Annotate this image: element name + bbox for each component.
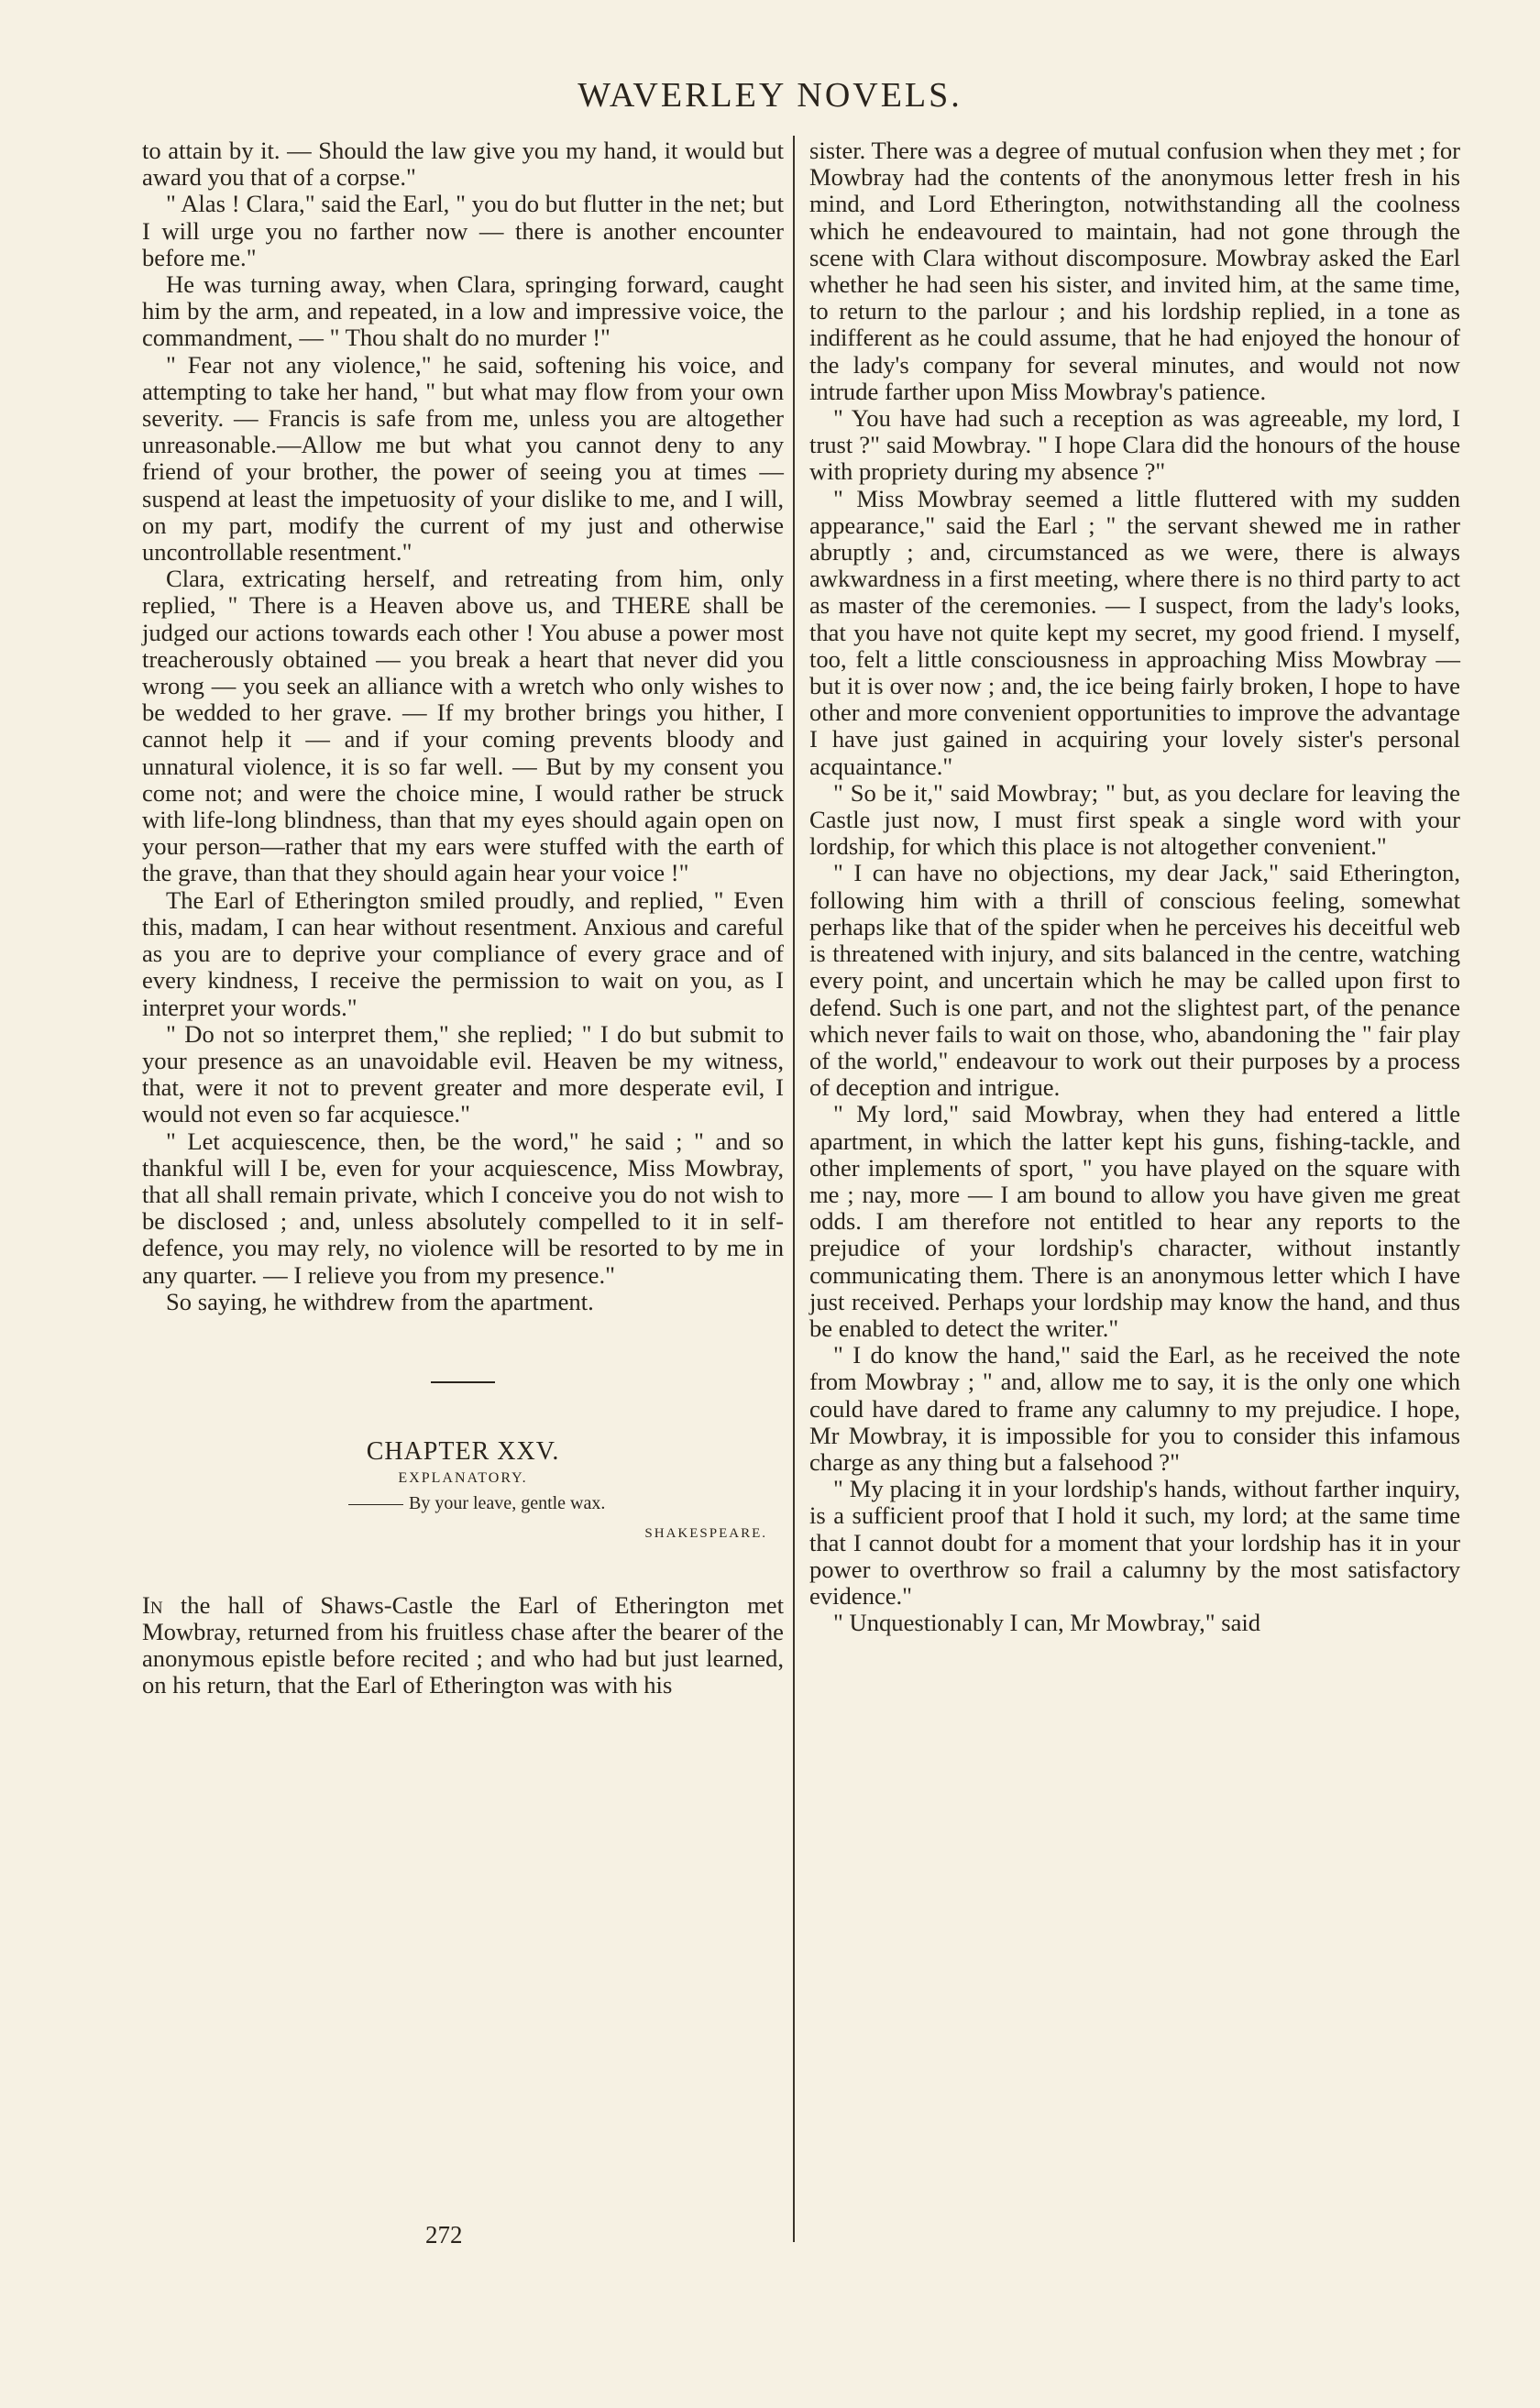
page-number: 272 <box>425 2221 463 2249</box>
opening-text: the hall of Shaws-Castle the Earl of Etherington met Mowbray, returned from his fruitless chase after the bearer of the anonymous epistle before recited ; and who had but just learned, on his return, that the Earl of Etherington was with his <box>142 1590 784 1699</box>
paragraph: " Do not so interpret them," she replied; " I do but submit to your presence as an unavoidable evil. Heaven be my witness, that, were it not to prevent greater and more desperate evil, I would not even so far acquiesce." <box>142 1019 784 1128</box>
paragraph: " Let acquiescence, then, be the word," he said ; " and so thankful will I be, even for your acquiescence, Miss Mowbray, that all shall remain private, which I conceive you do not wish to be disclosed ; and, unless absolutely compelled to it in self-defence, you may rely, no violence will be resorted to by me in any quarter. — I relieve you from my presence." <box>142 1127 784 1289</box>
opening-word: In <box>142 1590 163 1619</box>
paragraph: " My lord," said Mowbray, when they had entered a little apartment, in which the latter kept his guns, fishing-tackle, and other implements of sport, " you have played on the square with me ; nay, more — I am bound to allow you have given me great odds. I am therefore not entitled to hear any reports to the prejudice of your lordship's character, without instantly communicating them. There is an anonymous letter which I have just received. Perhaps your lordship may know the hand, and thus be enabled to detect the writer." <box>809 1100 1460 1342</box>
paragraph: So saying, he withdrew from the apartment. <box>166 1287 594 1315</box>
chapter-motto <box>348 1491 784 1515</box>
running-header: WAVERLEY NOVELS. <box>578 76 962 115</box>
motto-attribution: SHAKESPEARE. <box>644 1526 767 1542</box>
motto-dash <box>348 1504 403 1505</box>
paragraph: Clara, extricating herself, and retreating from him, only replied, " There is a Heaven above us, and THERE shall be judged our actions towards each other ! You abuse a power most treacherously obtained — you break a heart that never did you wrong — you seek an alliance with a wretch who only wishes to be wedded to her grave. — If my brother brings you hither, I cannot help it — and if your coming prevents bloody and unnatural violence, it is so far well. — But by my consent you come not; and were the choice mine, I would rather be struck with life-long blindness, than that my eyes should again open on your person—rather that my ears were stuffed with the earth of the grave, than that they should again hear your voice !" <box>142 565 784 887</box>
paragraph: " I do know the hand," said the Earl, as he received the note from Mowbray ; " and, allow me to say, it is the only one which could have dared to frame any calumny to my prejudice. I hope, Mr Mowbray, it is impossible for you to consider this infamous charge as any thing but a falsehood ?" <box>809 1341 1460 1476</box>
paragraph: " Miss Mowbray seemed a little fluttered with my sudden appearance," said the Earl ; " the servant shewed me in rather abruptly ; and, circumstanced as we were, there is always awkwardness in a first meeting, where there is no third party to act as master of the ceremonies. — I suspect, from the lady's looks, that you have not quite kept my secret, my good friend. I myself, too, felt a little consciousness in approaching Miss Mowbray — but it is over now ; and, the ice being fairly broken, I hope to have other and more convenient opportunities to improve the advantage I have just gained in acquiring your lovely sister's personal acquaintance." <box>809 484 1460 780</box>
right-column <box>809 137 1460 1636</box>
motto-text: By your leave, gentle wax. <box>409 1493 606 1514</box>
paragraph: " Alas ! Clara," said the Earl, " you do but flutter in the net; but I will urge you no farther now — there is another encounter before me." <box>142 190 784 271</box>
paragraph: " My placing it in your lordship's hands, without farther inquiry, is a sufficient proof that I hold it such, my lord; at the same time that I cannot doubt for a moment that your lordship has it in your power to overthrow so frail a calumny by the most satisfactory evidence." <box>809 1475 1460 1610</box>
left-column <box>142 137 784 1699</box>
paragraph: " I can have no objections, my dear Jack," said Etherington, following him with a thrill of conscious feeling, somewhat perhaps like that of the spider when he perceives his deceitful web is threatened with injury, and sits balanced in the centre, watching every point, and uncertain which he may be called upon first to defend. Such is one part, and not the slightest part, of the penance which never fails to wait on those, who, abandoning the " fair play of the world," endeavour to work out their purposes by a process of deception and intrigue. <box>809 859 1460 1102</box>
chapter-title: CHAPTER XXV. <box>366 1436 560 1466</box>
chapter-subtitle: EXPLANATORY. <box>398 1470 528 1487</box>
paragraph: to attain by it. — Should the law give you my hand, it would but award you that of a corpse." <box>142 137 784 192</box>
paragraph: " Fear not any violence," he said, softening his voice, and attempting to take her hand, " but what may flow from your own severity. — Francis is safe from me, unless you are altogether unreasonable.—Allow me but what you cannot deny to any friend of your brother, the power of seeing you at times — suspend at least the impetuosity of your dislike to me, and I will, on my part, modify the current of my just and otherwise uncontrollable resentment." <box>142 350 784 566</box>
paragraph: " So be it," said Mowbray; " but, as you declare for leaving the Castle just now, I must first speak a single word with your lordship, for which this place is not altogether convenient." <box>809 778 1460 861</box>
paragraph: " You have had such a reception as was agreeable, my lord, I trust ?" said Mowbray. " I hope Clara did the honours of the house with propriety during my absence ?" <box>809 404 1460 486</box>
chapter-divider <box>431 1381 495 1383</box>
column-rule <box>793 136 795 2242</box>
paragraph: sister. There was a degree of mutual confusion when they met ; for Mowbray had the contents of the anonymous letter fresh in his mind, and Lord Etherington, notwithstanding all the coolness which he endeavoured to maintain, had not gone through the scene with Clara without discomposure. Mowbray asked the Earl whether he had seen his sister, and invited him, at the same time, to return to the parlour ; and his lordship replied, in a tone as indifferent as he could assume, that he had enjoyed the honour of the lady's company for several minutes, and would not now intrude farther upon Miss Mowbray's patience. <box>809 137 1460 405</box>
paragraph: He was turning away, when Clara, springing forward, caught him by the arm, and repeated, in a low and impressive voice, the commandment, — " Thou shalt do no murder !" <box>142 270 784 352</box>
paragraph: The Earl of Etherington smiled proudly, and replied, " Even this, madam, I can hear without resentment. Anxious and careful as you are to deprive your compliance of every grace and of every kindness, I receive the permission to wait on you, as I interpret your words." <box>142 885 784 1021</box>
paragraph: " Unquestionably I can, Mr Mowbray," said <box>833 1609 1261 1637</box>
chapter-opening-paragraph <box>142 1592 784 1699</box>
